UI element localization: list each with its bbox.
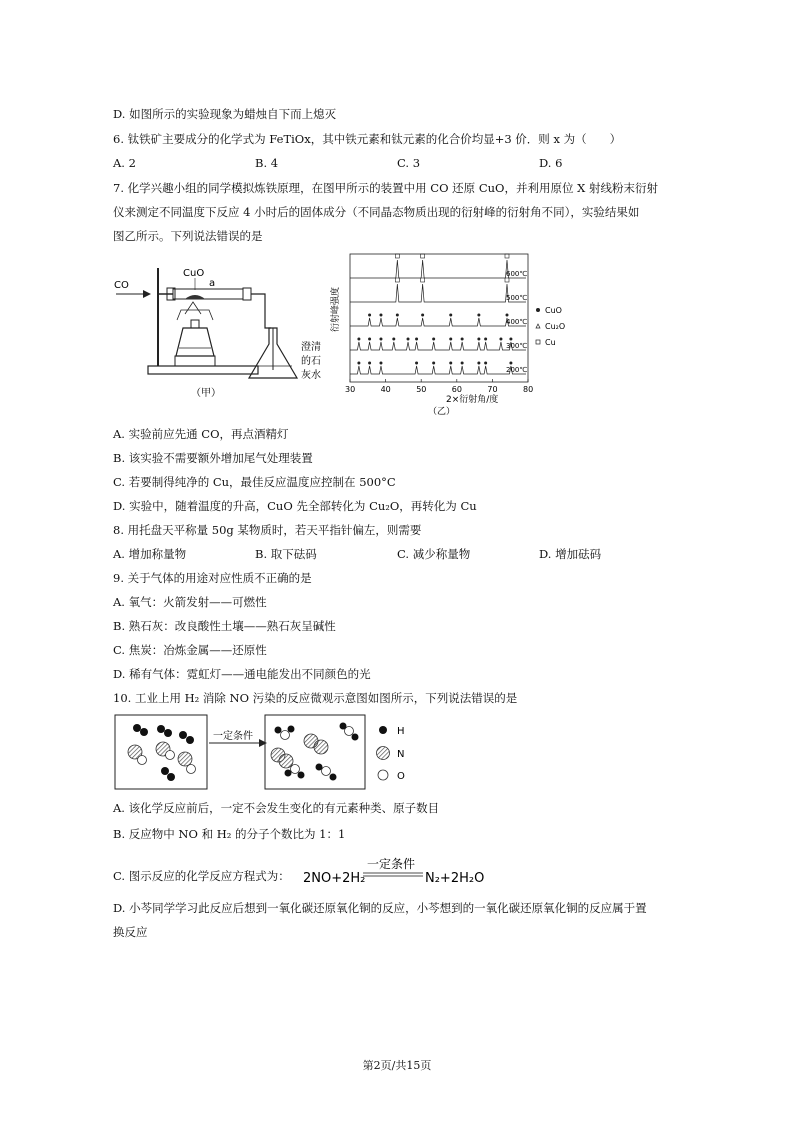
q9-option-c: C. 焦炭：冶炼金属——还原性 [113, 643, 267, 657]
q9-stem: 9. 关于气体的用途对应性质不正确的是 [113, 571, 312, 585]
q7-option-c: C. 若要制得纯净的 Cu，最佳反应温度应控制在 500°C [113, 475, 396, 489]
xrd-peak-marker [477, 314, 480, 317]
xrd-peak-marker [421, 278, 425, 282]
fig-yi-caption: （乙） [428, 407, 456, 417]
xrd-peak-marker [357, 338, 360, 341]
q10-option-d-line-2: 换反应 [113, 925, 148, 939]
xrd-x-tick-label: 30 [345, 385, 356, 394]
q6-option-c: C. 3 [397, 156, 421, 170]
q7-option-a: A. 实验前应先通 CO，再点酒精灯 [113, 427, 289, 441]
q5-option-d: D. 如图所示的实验现象为蜡烛自下而上熄灭 [113, 107, 337, 121]
limewater-label-1: 澄清 [301, 342, 321, 353]
xrd-peak-marker [505, 254, 509, 258]
xrd-x-tick-label: 60 [451, 385, 462, 394]
xrd-trace [350, 260, 526, 278]
xrd-x-tick-label: 50 [416, 385, 427, 394]
xrd-figure [328, 252, 578, 417]
xrd-peak-marker [477, 338, 480, 341]
xrd-trace [350, 284, 526, 302]
xrd-peak-marker [499, 338, 502, 341]
q6-stem: 6. 钛铁矿主要成分的化学式为 FeTiOx，其中铁元素和钛元素的化合价均显+3 价．则 x 为（ ） [113, 132, 622, 146]
xrd-peak-marker [407, 338, 410, 341]
equation-right: N₂+2H₂O [425, 871, 485, 886]
limewater-label-3: 灰水 [301, 370, 321, 381]
page-footer: 第2页/共15页 [362, 1059, 432, 1072]
xrd-peak-marker [477, 362, 480, 365]
q10-stem: 10. 工业上用 H₂ 消除 NO 污染的反应微观示意图如图所示，下列说法错误的是 [113, 691, 518, 705]
q7-stem-line-1: 7. 化学兴趣小组的同学模拟炼铁原理，在图甲所示的装置中用 CO 还原 CuO，并利用原位 X 射线粉末衍射 [113, 181, 658, 195]
xrd-peak-marker [379, 362, 382, 365]
legend-n: N [397, 749, 405, 760]
xrd-peak-marker [421, 314, 424, 317]
xrd-peak-marker [368, 338, 371, 341]
q6-option-d: D. 6 [539, 156, 563, 170]
xrd-peak-marker [432, 362, 435, 365]
q10-option-b: B. 反应物中 NO 和 H₂ 的分子个数比为 1：1 [113, 827, 346, 841]
xrd-temperature-label: 300℃ [506, 342, 528, 350]
q10-option-c-prefix: C. 图示反应的化学反应方程式为： [113, 869, 290, 883]
xrd-peak-marker [484, 362, 487, 365]
label-a: a [209, 278, 216, 289]
xrd-peak-marker [505, 314, 508, 317]
xrd-peak-marker [395, 278, 399, 282]
xrd-peak-marker [357, 362, 360, 365]
xrd-peak-marker [449, 362, 452, 365]
legend-cu: Cu [545, 338, 556, 347]
xrd-peak-marker [461, 362, 464, 365]
q9-option-d: D. 稀有气体：霓虹灯——通电能发出不同颜色的光 [113, 667, 371, 681]
legend-cuo: CuO [545, 306, 562, 315]
xrd-peak-marker [449, 314, 452, 317]
xrd-x-tick-label: 40 [380, 385, 391, 394]
xrd-peak-marker [432, 338, 435, 341]
xrd-x-tick-label: 70 [487, 385, 498, 394]
legend-h: H [397, 726, 405, 737]
xrd-trace [350, 342, 526, 350]
xrd-trace [350, 318, 526, 326]
xrd-peak-marker [395, 254, 399, 258]
xrd-peak-marker [415, 338, 418, 341]
limewater-label-2: 的石 [301, 356, 321, 367]
equation-condition: 一定条件 [367, 857, 416, 871]
q8-option-d: D. 增加砝码 [539, 547, 602, 561]
q7-option-d: D. 实验中，随着温度的升高，CuO 先全部转化为 Cu₂O，再转化为 Cu [113, 499, 477, 513]
xrd-peak-marker [484, 338, 487, 341]
xrd-peak-marker [396, 314, 399, 317]
xrd-peak-marker [461, 338, 464, 341]
xrd-peak-marker [509, 362, 512, 365]
xrd-peak-marker [505, 278, 509, 282]
q9-option-a: A. 氧气：火箭发射——可燃性 [113, 595, 267, 609]
xrd-peak-marker [379, 338, 382, 341]
legend-o: O [397, 771, 405, 782]
xrd-peak-marker [392, 338, 395, 341]
q7-stem-line-3: 图乙所示。下列说法错误的是 [113, 229, 263, 243]
reaction-diagram [113, 713, 423, 793]
xrd-peak-marker [509, 338, 512, 341]
fig-jia-caption: （甲） [191, 388, 221, 399]
reaction-equation [303, 856, 563, 890]
xrd-y-label: 衍射峰强度 [331, 286, 341, 332]
xrd-temperature-label: 200℃ [506, 366, 528, 374]
q7-stem-line-2: 仪来测定不同温度下反应 4 小时后的固体成分（不同晶态物质出现的衍射峰的衍射角不同），实验结果如 [113, 205, 640, 219]
xrd-temperature-label: 500℃ [506, 294, 528, 302]
q6-option-a: A. 2 [113, 156, 136, 170]
xrd-trace [350, 366, 526, 374]
xrd-peak-marker [368, 314, 371, 317]
legend-cu2o: Cu₂O [545, 322, 566, 331]
cuo-label: CuO [183, 268, 205, 279]
xrd-temperature-label: 400℃ [506, 318, 528, 326]
xrd-peak-marker [368, 362, 371, 365]
q7-option-b: B. 该实验不需要额外增加尾气处理装置 [113, 451, 313, 465]
xrd-peak-marker [449, 338, 452, 341]
xrd-peak-marker [379, 314, 382, 317]
q8-option-b: B. 取下砝码 [255, 547, 317, 561]
xrd-peak-marker [415, 362, 418, 365]
q10-option-d-line-1: D. 小芩同学学习此反应后想到一氧化碳还原氧化铜的反应，小芩想到的一氧化碳还原氧化铜的反应属于置 [113, 901, 647, 915]
equation-left: 2NO+2H₂ [303, 871, 366, 886]
co-label: CO [114, 280, 129, 291]
xrd-temperature-label: 600℃ [506, 270, 528, 278]
reaction-condition: 一定条件 [213, 731, 253, 742]
xrd-peak-marker [421, 254, 425, 258]
q6-option-b: B. 4 [255, 156, 279, 170]
q9-option-b: B. 熟石灰：改良酸性土壤——熟石灰呈碱性 [113, 619, 336, 633]
q10-option-a: A. 该化学反应前后，一定不会发生变化的有元素种类、原子数目 [113, 801, 440, 815]
apparatus-figure [113, 258, 328, 408]
q8-option-c: C. 减少称量物 [397, 547, 471, 561]
xrd-x-label: 2×衍射角/度 [446, 395, 499, 405]
xrd-x-tick-label: 80 [523, 385, 534, 394]
q8-stem: 8. 用托盘天平称量 50g 某物质时，若天平指针偏左，则需要 [113, 523, 422, 537]
q8-option-a: A. 增加称量物 [113, 547, 187, 561]
